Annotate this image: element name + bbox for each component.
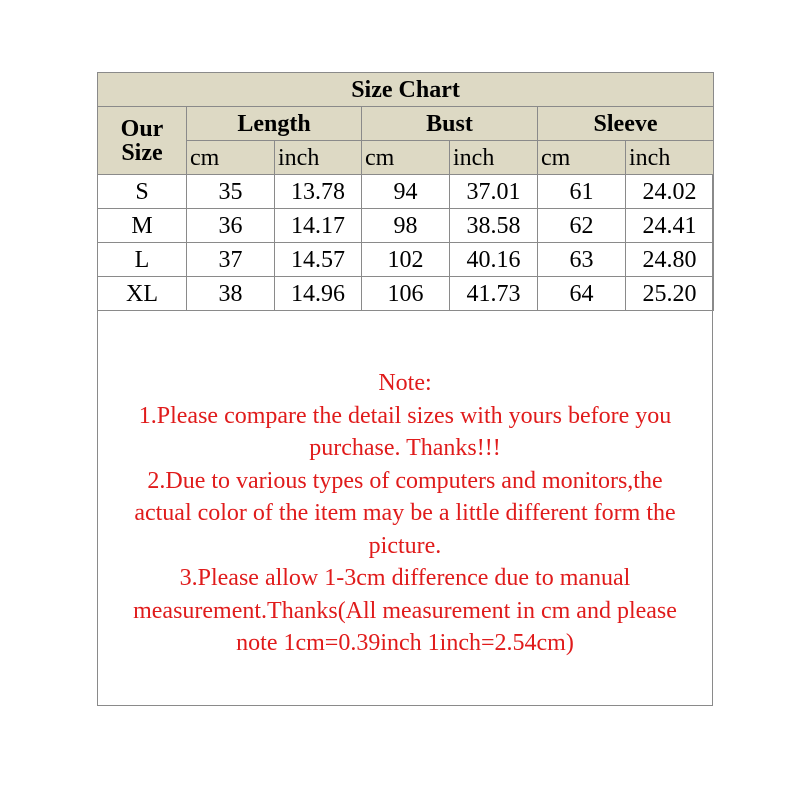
size-header-line2: Size: [121, 139, 163, 166]
table-cell: 25.20: [626, 277, 714, 311]
size-label: L: [98, 243, 187, 277]
table-row: [98, 277, 714, 311]
table-cell: 63: [538, 243, 626, 277]
table-cell: 40.16: [450, 243, 538, 277]
table-cell: 35: [187, 175, 275, 209]
table-cell: 24.02: [626, 175, 714, 209]
table-row: [98, 243, 714, 277]
unit-header: cm: [362, 141, 450, 175]
note-line: purchase. Thanks!!!: [309, 435, 501, 461]
unit-header: inch: [626, 141, 714, 175]
table-row: [98, 209, 714, 243]
table-cell: 106: [362, 277, 450, 311]
table-cell: 36: [187, 209, 275, 243]
unit-header-row: [98, 141, 714, 175]
table-cell: 24.80: [626, 243, 714, 277]
table-cell: 38.58: [450, 209, 538, 243]
size-chart-table: [97, 72, 714, 311]
notes-block: [98, 367, 712, 660]
note-line: measurement.Thanks(All measurement in cm and please: [133, 597, 677, 624]
table-row: [98, 175, 714, 209]
table-cell: 41.73: [450, 277, 538, 311]
table-cell: 37.01: [450, 175, 538, 209]
table-cell: 14.96: [275, 277, 362, 311]
table-cell: 102: [362, 243, 450, 277]
note-line: 1.Please compare the detail sizes with yours before you: [138, 402, 672, 429]
group-header-row: [98, 107, 714, 141]
table-cell: 61: [538, 175, 626, 209]
size-label: M: [98, 209, 187, 243]
chart-title: Size Chart: [98, 73, 714, 107]
note-line: actual color of the item may be a little different form the: [134, 500, 676, 526]
group-header-bust: Bust: [362, 107, 538, 141]
unit-header: inch: [275, 141, 362, 175]
size-column-header: [98, 107, 187, 175]
table-cell: 98: [362, 209, 450, 243]
unit-header: cm: [538, 141, 626, 175]
unit-header: inch: [450, 141, 538, 175]
note-line: 3.Please allow 1-3cm difference due to manual: [179, 565, 631, 591]
title-row: [98, 73, 714, 107]
table-cell: 13.78: [275, 175, 362, 209]
size-label: S: [98, 175, 187, 209]
table-cell: 24.41: [626, 209, 714, 243]
table-cell: 37: [187, 243, 275, 277]
note-line: note 1cm=0.39inch 1inch=2.54cm): [236, 630, 574, 656]
table-cell: 38: [187, 277, 275, 311]
note-line: 2.Due to various types of computers and monitors,the: [147, 467, 663, 494]
size-header-line1: Our: [120, 115, 164, 142]
table-cell: 14.17: [275, 209, 362, 243]
size-label: XL: [98, 277, 187, 311]
group-header-length: Length: [187, 107, 362, 141]
note-heading: Note:: [378, 370, 432, 396]
note-line: picture.: [368, 532, 442, 559]
size-chart-sheet: [97, 72, 713, 706]
unit-header: cm: [187, 141, 275, 175]
table-cell: 62: [538, 209, 626, 243]
table-cell: 94: [362, 175, 450, 209]
table-cell: 14.57: [275, 243, 362, 277]
table-cell: 64: [538, 277, 626, 311]
group-header-sleeve: Sleeve: [538, 107, 714, 141]
